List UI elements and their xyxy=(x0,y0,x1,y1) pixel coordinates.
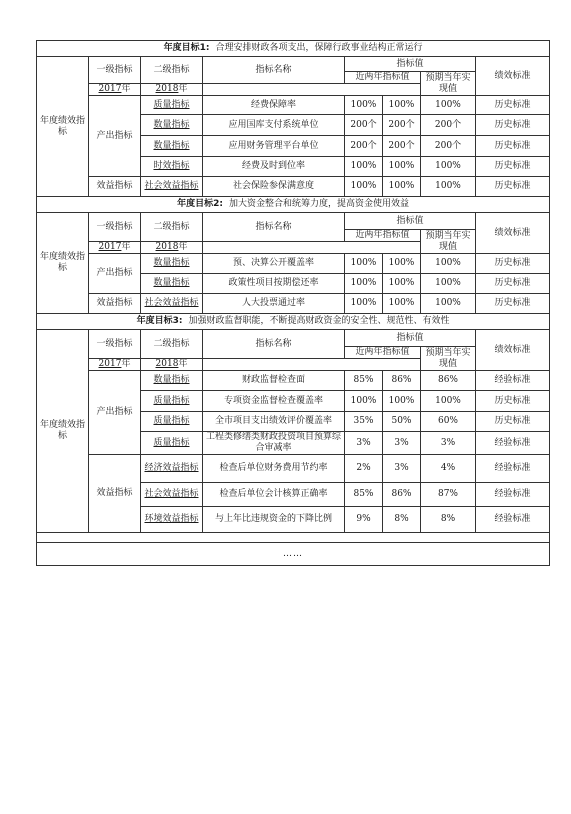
ellipsis-row: …… xyxy=(37,543,550,566)
header-indicator-name: 指标名称 xyxy=(203,213,345,242)
value-2018: 3% xyxy=(383,455,421,483)
level2-indicator: 环境效益指标 xyxy=(141,507,203,533)
header-level1: 一级指标 xyxy=(89,57,141,84)
performance-standard: 历史标准 xyxy=(476,115,550,136)
indicator-name: 全市项目支出绩效评价覆盖率 xyxy=(203,412,345,432)
value-2018: 50% xyxy=(383,412,421,432)
level2-indicator: 数量指标 xyxy=(141,254,203,274)
header-year-2018 xyxy=(141,84,203,96)
performance-standard: 经验标准 xyxy=(476,507,550,533)
value-2018: 200个 xyxy=(383,136,421,157)
performance-table xyxy=(36,40,550,566)
performance-standard: 经验标准 xyxy=(476,483,550,507)
value-2017: 100% xyxy=(345,294,383,314)
expected-value: 200个 xyxy=(421,115,476,136)
section-label: 年度绩效指标 xyxy=(37,57,89,197)
header-year-2017-number: 2017 xyxy=(98,242,122,252)
expected-value: 60% xyxy=(421,412,476,432)
value-2018: 100% xyxy=(383,96,421,115)
performance-standard: 历史标准 xyxy=(476,136,550,157)
goal-label: 年度目标2: xyxy=(177,199,223,209)
indicator-name: 政策性项目按期偿还率 xyxy=(203,274,345,294)
value-2017: 100% xyxy=(345,391,383,412)
expected-value: 100% xyxy=(421,391,476,412)
value-2018: 86% xyxy=(383,371,421,391)
header-recent-two-years: 近两年指标值 xyxy=(345,347,421,359)
header-year-2017-number: 2017 xyxy=(98,359,122,369)
performance-standard: 历史标准 xyxy=(476,157,550,177)
expected-value: 3% xyxy=(421,432,476,455)
header-standard: 绩效标准 xyxy=(476,213,550,254)
header-value-group: 指标值 xyxy=(345,213,476,230)
level2-indicator: 社会效益指标 xyxy=(141,294,203,314)
header-year-2017-number: 2017 xyxy=(98,84,122,94)
header-year-2017-suffix: 年 xyxy=(121,84,131,94)
header-expected-value: 预期当年实现值 xyxy=(421,230,476,254)
value-2017: 200个 xyxy=(345,115,383,136)
indicator-name: 经费保障率 xyxy=(203,96,345,115)
table-row xyxy=(37,96,550,115)
value-2017: 100% xyxy=(345,254,383,274)
header-year-2018-number: 2018 xyxy=(155,84,179,94)
value-2017: 2% xyxy=(345,455,383,483)
header-year-2018 xyxy=(141,242,203,254)
section-label: 年度绩效指标 xyxy=(37,213,89,314)
header-indicator-name: 指标名称 xyxy=(203,330,345,359)
indicator-name: 预、决算公开覆盖率 xyxy=(203,254,345,274)
performance-standard: 历史标准 xyxy=(476,391,550,412)
value-2017: 85% xyxy=(345,483,383,507)
header-recent-two-years: 近两年指标值 xyxy=(345,230,421,242)
header-year-2018-suffix: 年 xyxy=(178,84,188,94)
performance-standard: 历史标准 xyxy=(476,274,550,294)
level2-indicator: 经济效益指标 xyxy=(141,455,203,483)
goal-text: 加大资金整合和统筹力度，提高资金使用效益 xyxy=(228,199,409,209)
header-standard: 绩效标准 xyxy=(476,57,550,96)
performance-standard: 历史标准 xyxy=(476,96,550,115)
header-standard: 绩效标准 xyxy=(476,330,550,371)
goal-label: 年度目标1: xyxy=(163,43,210,53)
value-2017: 100% xyxy=(345,274,383,294)
expected-value: 8% xyxy=(421,507,476,533)
level1-indicator: 产出指标 xyxy=(89,254,141,294)
goal-text: 合理安排财政各项支出，保障行政事业结构正常运行 xyxy=(215,43,423,53)
performance-goals-sheet xyxy=(36,40,549,566)
goal-row xyxy=(37,41,550,57)
goal-row xyxy=(37,197,550,213)
level2-indicator: 时效指标 xyxy=(141,157,203,177)
table-row xyxy=(37,254,550,274)
level1-indicator: 效益指标 xyxy=(89,294,141,314)
header-year-2018-suffix: 年 xyxy=(178,242,188,252)
level2-indicator: 质量指标 xyxy=(141,391,203,412)
performance-standard: 历史标准 xyxy=(476,294,550,314)
performance-standard: 历史标准 xyxy=(476,177,550,197)
performance-standard: 经验标准 xyxy=(476,371,550,391)
table-row xyxy=(37,455,550,483)
level2-indicator: 数量指标 xyxy=(141,115,203,136)
level1-indicator: 产出指标 xyxy=(89,371,141,455)
header-recent-two-years: 近两年指标值 xyxy=(345,72,421,84)
header-value-group: 指标值 xyxy=(345,57,476,72)
section-label: 年度绩效指标 xyxy=(37,330,89,533)
performance-standard: 经验标准 xyxy=(476,455,550,483)
indicator-name: 应用财务管理平台单位 xyxy=(203,136,345,157)
indicator-name: 人大投票通过率 xyxy=(203,294,345,314)
level1-indicator: 效益指标 xyxy=(89,177,141,197)
header-year-2018-number: 2018 xyxy=(155,359,179,369)
expected-value: 100% xyxy=(421,294,476,314)
level2-indicator: 数量指标 xyxy=(141,136,203,157)
header-level2: 二级指标 xyxy=(141,213,203,242)
header-level2: 二级指标 xyxy=(141,57,203,84)
header-year-2017-suffix: 年 xyxy=(121,359,131,369)
level2-indicator: 质量指标 xyxy=(141,432,203,455)
header-year-2018-number: 2018 xyxy=(155,242,179,252)
value-2017: 100% xyxy=(345,96,383,115)
goal-label: 年度目标3: xyxy=(136,316,183,326)
header-value-group: 指标值 xyxy=(345,330,476,347)
header-year-2018-suffix: 年 xyxy=(178,359,188,369)
value-2018: 100% xyxy=(383,254,421,274)
header-year-2017 xyxy=(89,84,141,96)
value-2017: 100% xyxy=(345,177,383,197)
indicator-name: 检查后单位会计核算正确率 xyxy=(203,483,345,507)
goal-text: 加强财政监督职能，不断提高财政资金的安全性、规范性、有效性 xyxy=(188,316,450,326)
level2-indicator: 质量指标 xyxy=(141,412,203,432)
value-2018: 200个 xyxy=(383,115,421,136)
expected-value: 100% xyxy=(421,157,476,177)
header-indicator-name: 指标名称 xyxy=(203,57,345,84)
expected-value: 100% xyxy=(421,254,476,274)
value-2018: 100% xyxy=(383,274,421,294)
header-level2: 二级指标 xyxy=(141,330,203,359)
value-2018: 3% xyxy=(383,432,421,455)
indicator-name: 工程类修缮类财政投资项目预算综合审减率 xyxy=(203,432,345,455)
goal-row xyxy=(37,314,550,330)
expected-value: 200个 xyxy=(421,136,476,157)
performance-standard: 经验标准 xyxy=(476,432,550,455)
header-year-2018 xyxy=(141,359,203,371)
expected-value: 100% xyxy=(421,177,476,197)
value-2018: 100% xyxy=(383,391,421,412)
expected-value: 100% xyxy=(421,274,476,294)
expected-value: 87% xyxy=(421,483,476,507)
indicator-name: 专项资金监督检查覆盖率 xyxy=(203,391,345,412)
table-row xyxy=(37,371,550,391)
level2-indicator: 数量指标 xyxy=(141,274,203,294)
header-level1: 一级指标 xyxy=(89,330,141,359)
header-level1: 一级指标 xyxy=(89,213,141,242)
indicator-name: 应用国库支付系统单位 xyxy=(203,115,345,136)
header-year-2017 xyxy=(89,359,141,371)
header-year-2017-suffix: 年 xyxy=(121,242,131,252)
indicator-name: 与上年比违规资金的下降比例 xyxy=(203,507,345,533)
level2-indicator: 社会效益指标 xyxy=(141,483,203,507)
value-2017: 35% xyxy=(345,412,383,432)
header-expected-value: 预期当年实现值 xyxy=(421,72,476,96)
value-2018: 100% xyxy=(383,157,421,177)
expected-value: 4% xyxy=(421,455,476,483)
table-row xyxy=(37,294,550,314)
indicator-name: 经费及时到位率 xyxy=(203,157,345,177)
expected-value: 86% xyxy=(421,371,476,391)
expected-value: 100% xyxy=(421,96,476,115)
level1-indicator: 效益指标 xyxy=(89,455,141,533)
value-2018: 100% xyxy=(383,177,421,197)
indicator-name: 检查后单位财务费用节约率 xyxy=(203,455,345,483)
indicator-name: 社会保险参保满意度 xyxy=(203,177,345,197)
level1-indicator: 产出指标 xyxy=(89,96,141,177)
level2-indicator: 数量指标 xyxy=(141,371,203,391)
performance-standard: 历史标准 xyxy=(476,254,550,274)
header-expected-value: 预期当年实现值 xyxy=(421,347,476,371)
indicator-name: 财政监督检查面 xyxy=(203,371,345,391)
value-2017: 9% xyxy=(345,507,383,533)
spacer-row xyxy=(37,533,550,543)
value-2017: 3% xyxy=(345,432,383,455)
level2-indicator: 社会效益指标 xyxy=(141,177,203,197)
value-2018: 86% xyxy=(383,483,421,507)
header-year-2017 xyxy=(89,242,141,254)
performance-standard: 历史标准 xyxy=(476,412,550,432)
value-2017: 100% xyxy=(345,157,383,177)
value-2018: 100% xyxy=(383,294,421,314)
level2-indicator: 质量指标 xyxy=(141,96,203,115)
value-2017: 85% xyxy=(345,371,383,391)
value-2018: 8% xyxy=(383,507,421,533)
table-row xyxy=(37,177,550,197)
value-2017: 200个 xyxy=(345,136,383,157)
